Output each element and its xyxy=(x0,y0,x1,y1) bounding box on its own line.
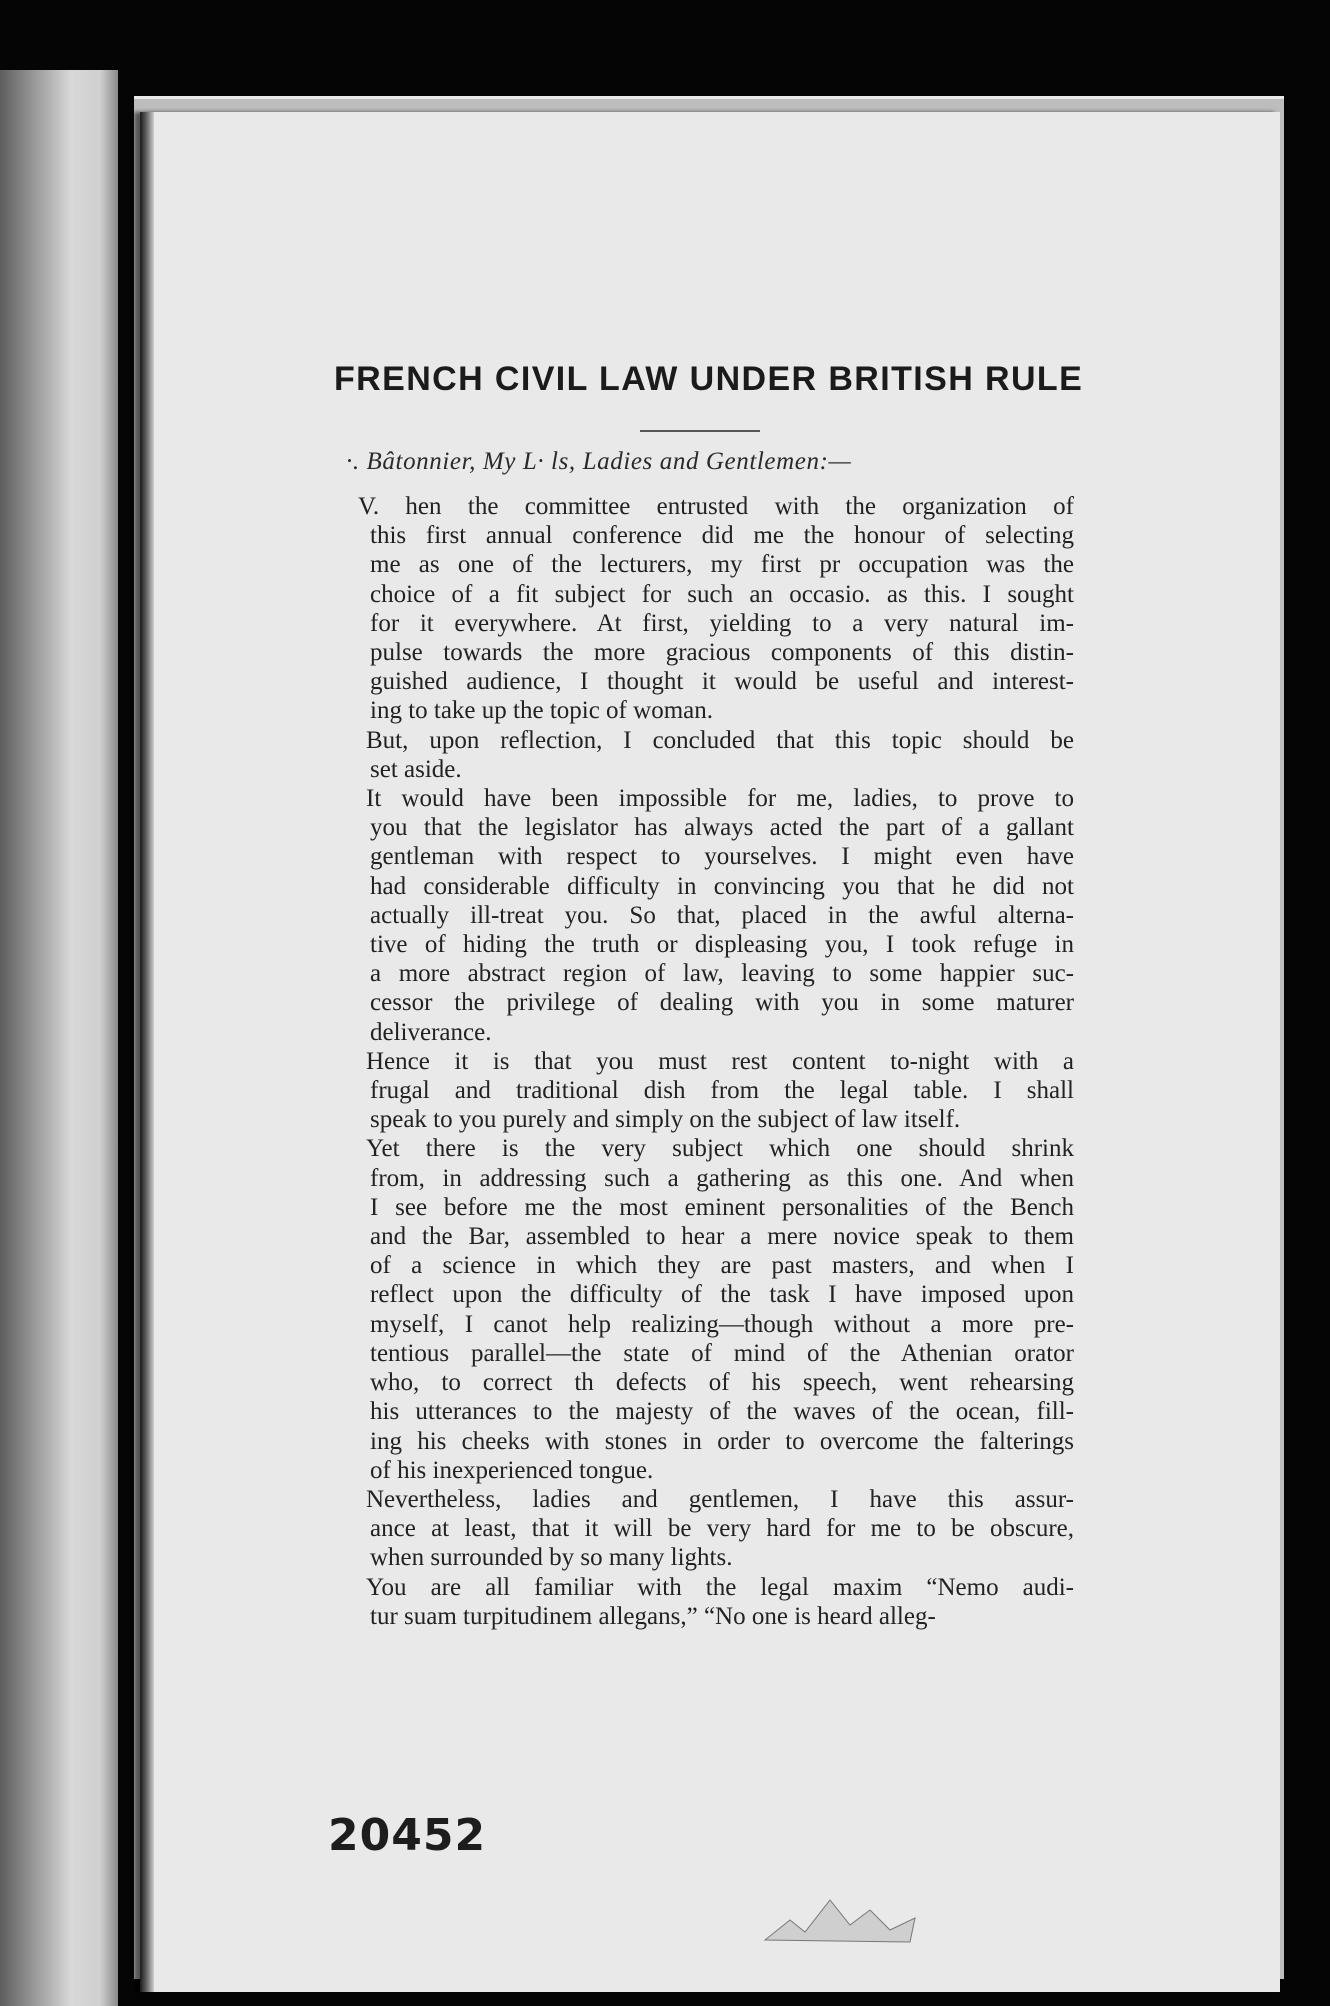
text-line: had considerable difficulty in convincing you that he did not xyxy=(370,872,1074,900)
text-line: reflect upon the difficulty of the task I have imposed upon xyxy=(370,1281,1074,1309)
text-line: and the Bar, assembled to hear a mere novice speak to them xyxy=(370,1223,1074,1251)
body-text xyxy=(328,492,1074,1631)
text-line: But, upon reflection, I concluded that this topic should be xyxy=(366,726,1074,754)
text-line: tive of hiding the truth or displeasing you, I took refuge in xyxy=(370,931,1074,959)
left-page-edge xyxy=(0,70,118,2006)
text-line: myself, I canot help realizing—though without a more pre- xyxy=(370,1310,1074,1338)
text-line: gentleman with respect to yourselves. I might even have xyxy=(370,843,1074,871)
paragraph xyxy=(328,1134,1074,1484)
text-line: ing to take up the topic of woman. xyxy=(370,697,713,725)
catalog-stamp: 20452 xyxy=(328,1810,487,1861)
text-line: you that the legislator has always acted the part of a gallant xyxy=(370,814,1074,842)
text-line: cessor the privilege of dealing with you in some maturer xyxy=(370,989,1074,1017)
text-line: Nevertheless, ladies and gentlemen, I have this assur- xyxy=(366,1485,1074,1513)
page-binding-edge xyxy=(140,112,154,1992)
text-line: choice of a fit subject for such an occasio. as this. I sought xyxy=(370,580,1074,608)
text-line: I see before me the most eminent personalities of the Bench xyxy=(370,1193,1074,1221)
text-line: deliverance. xyxy=(370,1018,492,1046)
salutation: ·. Bâtonnier, My L· ls, Ladies and Gentlemen:— xyxy=(346,448,852,475)
text-line: ing his cheeks with stones in order to overcome the falterings xyxy=(370,1427,1074,1455)
paragraph xyxy=(328,726,1074,784)
text-line: when surrounded by so many lights. xyxy=(370,1544,733,1572)
text-line: You are all familiar with the legal maxim “Nemo audi- xyxy=(366,1573,1074,1601)
text-line: a more abstract region of law, leaving to some happier suc- xyxy=(370,960,1074,988)
paragraph xyxy=(328,784,1074,1047)
text-line: tentious parallel—the state of mind of the Athenian orator xyxy=(370,1339,1074,1367)
document-title: FRENCH CIVIL LAW UNDER BRITISH RULE xyxy=(334,360,1084,398)
title-divider xyxy=(640,430,760,432)
paragraph xyxy=(328,1485,1074,1573)
text-line: this first annual conference did me the honour of selecting xyxy=(370,522,1074,550)
text-line: actually ill-treat you. So that, placed in the awful alterna- xyxy=(370,901,1074,929)
text-line: speak to you purely and simply on the subject of law itself. xyxy=(370,1106,961,1134)
text-line: of his inexperienced tongue. xyxy=(370,1456,654,1484)
paragraph xyxy=(328,492,1074,726)
text-line: who, to correct th defects of his speech, went rehearsing xyxy=(370,1369,1074,1397)
torn-paper-mark xyxy=(760,1880,920,1950)
paragraph xyxy=(328,1047,1074,1135)
text-line: guished audience, I thought it would be useful and interest- xyxy=(370,668,1074,696)
text-line: of a science in which they are past masters, and when I xyxy=(370,1252,1074,1280)
text-line: from, in addressing such a gathering as this one. And when xyxy=(370,1164,1074,1192)
text-line: frugal and traditional dish from the legal table. I shall xyxy=(370,1077,1074,1105)
text-line: It would have been impossible for me, ladies, to prove to xyxy=(366,785,1074,813)
text-line: tur suam turpitudinem allegans,” “No one is heard alleg- xyxy=(370,1602,936,1630)
text-line: me as one of the lecturers, my first pr occupation was the xyxy=(370,551,1074,579)
text-line: pulse towards the more gracious components of this distin- xyxy=(370,639,1074,667)
paragraph xyxy=(328,1573,1074,1631)
text-line: V. hen the committee entrusted with the organization of xyxy=(358,493,1074,520)
text-line: Yet there is the very subject which one should shrink xyxy=(366,1135,1074,1163)
text-line: his utterances to the majesty of the waves of the ocean, fill- xyxy=(370,1398,1074,1426)
text-line: set aside. xyxy=(370,755,462,783)
text-line: for it everywhere. At first, yielding to a very natural im- xyxy=(370,609,1074,637)
text-line: Hence it is that you must rest content to-night with a xyxy=(366,1047,1074,1075)
text-line: ance at least, that it will be very hard for me to be obscure, xyxy=(370,1515,1074,1543)
